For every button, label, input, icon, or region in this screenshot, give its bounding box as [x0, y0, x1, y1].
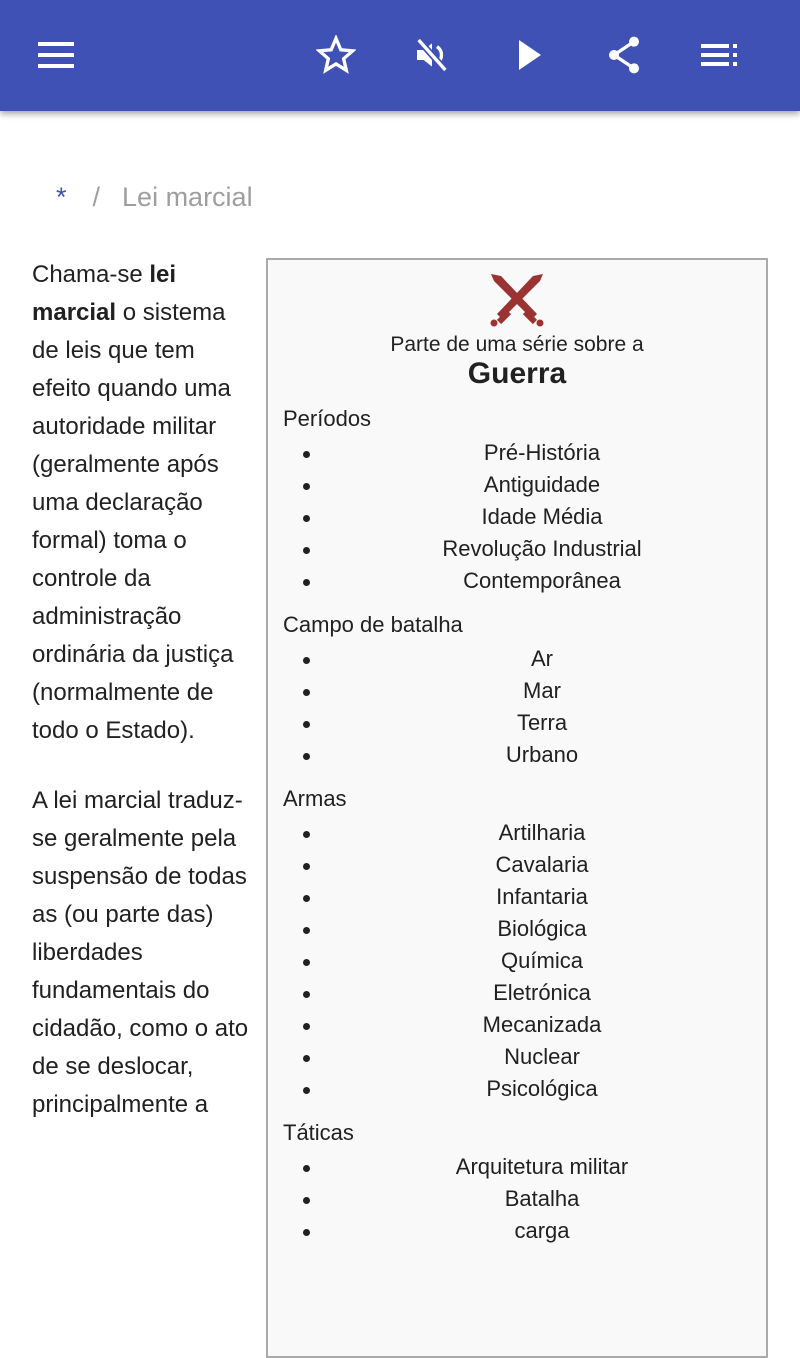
infobox-link[interactable]: Infantaria [268, 881, 766, 913]
infobox-link[interactable]: Mar [268, 675, 766, 707]
infobox-link[interactable]: Idade Média [268, 501, 766, 533]
breadcrumb-home[interactable]: * [56, 182, 67, 212]
text: o sistema de leis que tem efeito quando uma autoridade militar (geralmente após uma declaração formal) toma o controle da administração ordinária da justiça (normalmente de todo o Estado). [32, 299, 234, 744]
infobox-link[interactable]: Arquitetura militar [268, 1151, 766, 1183]
mute-button[interactable] [408, 31, 456, 79]
paragraph [32, 256, 250, 750]
infobox-link[interactable]: Mecanizada [268, 1009, 766, 1041]
share-icon [604, 34, 644, 76]
infobox [266, 258, 768, 1358]
menu-icon [38, 42, 74, 68]
infobox-section-heading: Campo de batalha [283, 612, 463, 637]
infobox-link[interactable]: Química [268, 945, 766, 977]
text: Chama-se [32, 261, 150, 288]
infobox-list [268, 643, 766, 771]
infobox-list [268, 1151, 766, 1247]
infobox-link[interactable]: Pré-História [268, 437, 766, 469]
infobox-link[interactable]: Contemporânea [268, 565, 766, 597]
infobox-link[interactable]: Cavalaria [268, 849, 766, 881]
infobox-subtitle: Parte de uma série sobre a [390, 333, 644, 356]
infobox-link[interactable]: carga [268, 1215, 766, 1247]
infobox-link[interactable]: Terra [268, 707, 766, 739]
play-icon [515, 38, 545, 72]
infobox-section-heading: Armas [283, 786, 347, 811]
infobox-link[interactable]: Revolução Industrial [268, 533, 766, 565]
infobox-link[interactable]: Batalha [268, 1183, 766, 1215]
infobox-link[interactable]: Psicológica [268, 1073, 766, 1105]
volume-off-icon [412, 35, 452, 75]
menu-button[interactable] [32, 31, 80, 79]
infobox-link[interactable]: Ar [268, 643, 766, 675]
bold-term: lei marcial [32, 261, 177, 326]
playlist-icon [701, 43, 739, 67]
play-button[interactable] [506, 31, 554, 79]
paragraph: A lei marcial traduz-se geralmente pela suspensão de todas as (ou parte das) liberdades fundamentais do cidadão, como o ato de se deslocar, principalmente a [32, 787, 249, 1118]
infobox-link[interactable]: Eletrónica [268, 977, 766, 1009]
infobox-section-heading: Táticas [283, 1120, 354, 1145]
top-app-bar [0, 0, 800, 111]
infobox-link[interactable]: Antiguidade [268, 469, 766, 501]
infobox-link[interactable]: Nuclear [268, 1041, 766, 1073]
breadcrumb-current: Lei marcial [122, 182, 253, 212]
infobox-link[interactable]: Artilharia [268, 817, 766, 849]
article-body [32, 256, 250, 1156]
share-button[interactable] [600, 31, 648, 79]
crossed-swords-icon [489, 272, 545, 328]
contents-button[interactable] [696, 31, 744, 79]
infobox-link[interactable]: Biológica [268, 913, 766, 945]
breadcrumb [56, 182, 253, 213]
infobox-section-heading: Períodos [283, 406, 372, 431]
infobox-link[interactable]: Urbano [268, 739, 766, 771]
star-icon [316, 35, 356, 75]
breadcrumb-separator: / [92, 182, 101, 212]
infobox-title: Guerra [467, 357, 567, 390]
infobox-list [268, 437, 766, 597]
infobox-list [268, 817, 766, 1105]
bookmark-button[interactable] [312, 31, 360, 79]
